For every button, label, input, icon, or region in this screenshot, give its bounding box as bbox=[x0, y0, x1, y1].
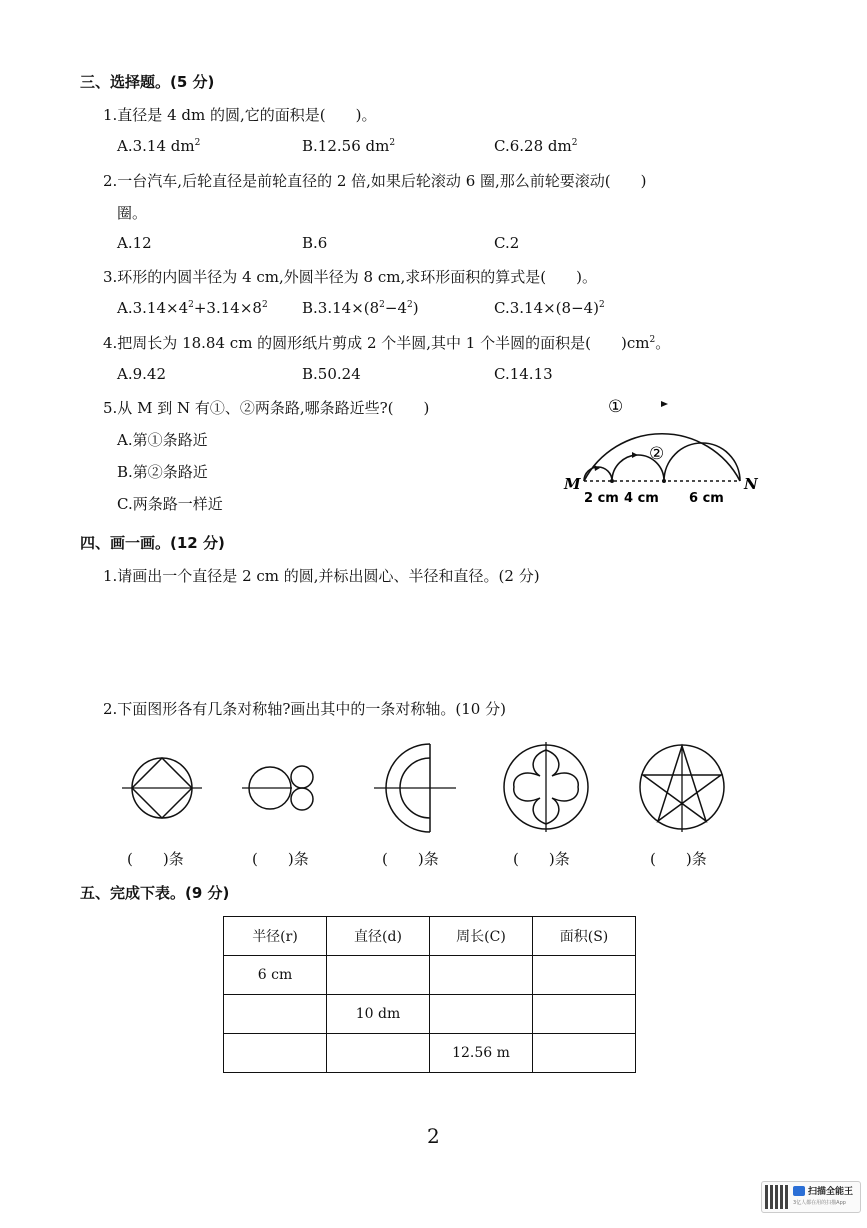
arrow-3-icon bbox=[632, 452, 638, 458]
q3-option-a: $A.3.14\times 4^2+3.14\times 8^2$ bbox=[117, 299, 268, 317]
q5-stem: 5.从 M 到 N 有①、②两条路,哪条路近些?( ) bbox=[103, 399, 430, 417]
table-row bbox=[224, 956, 636, 995]
q3-stem: 3.环形的内圆半径为 4 cm,外圆半径为 8 cm,求环形面积的算式是( )。 bbox=[103, 268, 597, 286]
answer-blank-4[interactable]: ( )条 bbox=[513, 850, 570, 868]
section3-title: 三、选择题。(5 分) bbox=[80, 73, 215, 91]
table-cell[interactable] bbox=[327, 1034, 430, 1073]
q2-option-c: C.2 bbox=[494, 234, 520, 252]
header-area: 面积(S) bbox=[533, 917, 636, 956]
q1-option-b: B.12.56 $dm^2$ bbox=[302, 137, 396, 155]
cs-logo-icon bbox=[793, 1186, 805, 1196]
q4-option-c: C.14.13 bbox=[494, 365, 553, 383]
header-circumference: 周长(C) bbox=[430, 917, 533, 956]
q4-option-a: A.9.42 bbox=[117, 365, 166, 383]
q2-option-b: B.6 bbox=[302, 234, 328, 252]
route-2-arc-3 bbox=[664, 443, 740, 481]
table-cell[interactable] bbox=[533, 956, 636, 995]
q5-option-c: C.两条路一样近 bbox=[117, 495, 223, 513]
label-route-2: ② bbox=[649, 444, 665, 464]
table-cell[interactable] bbox=[533, 1034, 636, 1073]
table-cell[interactable] bbox=[430, 956, 533, 995]
answer-blank-5[interactable]: ( )条 bbox=[650, 850, 707, 868]
q2-option-a: A.12 bbox=[117, 234, 152, 252]
shape-half-ring bbox=[370, 740, 460, 836]
shape-three-circles bbox=[240, 752, 330, 824]
label-m: M bbox=[564, 475, 581, 493]
scanner-watermark bbox=[761, 1181, 861, 1213]
point-2 bbox=[662, 479, 666, 483]
page-number: 2 bbox=[427, 1124, 440, 1148]
q1-stem: 1.直径是 4 dm 的圆,它的面积是( )。 bbox=[103, 106, 377, 124]
header-radius: 半径(r) bbox=[224, 917, 327, 956]
label-2cm: 2 cm bbox=[584, 491, 619, 506]
table-cell[interactable] bbox=[327, 956, 430, 995]
q2-stem-cont: 圈。 bbox=[117, 204, 148, 222]
q5-option-b: B.第②条路近 bbox=[117, 463, 208, 481]
shape-circle-flower bbox=[500, 740, 592, 834]
q3-option-b: $B.3.14\times(8^2-4^2)$ bbox=[302, 299, 419, 317]
q1-option-a: A.3.14 $dm^2$ bbox=[117, 137, 201, 155]
draw-q2: 2.下面图形各有几条对称轴?画出其中的一条对称轴。(10 分) bbox=[103, 700, 506, 718]
q4-stem: 4.把周长为 18.84 cm 的圆形纸片剪成 2 个半圆,其中 1 个半圆的面积是( )$cm^2$。 bbox=[103, 334, 671, 352]
label-route-1: ① bbox=[608, 397, 624, 417]
table-cell: 12.56 m bbox=[430, 1034, 533, 1073]
table-cell: 10 dm bbox=[327, 995, 430, 1034]
table-row bbox=[224, 995, 636, 1034]
brand-tagline: 3亿人都在用的扫描App bbox=[793, 1200, 846, 1206]
shape-circle-star bbox=[636, 740, 728, 834]
table-cell[interactable] bbox=[430, 995, 533, 1034]
path-m-to-n-figure bbox=[560, 390, 770, 510]
arrow-2-icon bbox=[594, 465, 600, 471]
qr-code-icon bbox=[765, 1185, 789, 1209]
label-n: N bbox=[744, 475, 758, 493]
answer-blank-1[interactable]: ( )条 bbox=[127, 850, 184, 868]
arrow-1-icon bbox=[661, 401, 668, 407]
label-6cm: 6 cm bbox=[689, 491, 724, 506]
draw-q1: 1.请画出一个直径是 2 cm 的圆,并标出圆心、半径和直径。(2 分) bbox=[103, 567, 540, 585]
q1-option-c: C.6.28 $dm^2$ bbox=[494, 137, 578, 155]
point-1 bbox=[610, 479, 614, 483]
table-cell[interactable] bbox=[533, 995, 636, 1034]
header-diameter: 直径(d) bbox=[327, 917, 430, 956]
circle-table bbox=[223, 916, 636, 1073]
answer-blank-3[interactable]: ( )条 bbox=[382, 850, 439, 868]
shape-circle-square bbox=[120, 750, 204, 826]
q3-option-c: $C.3.14\times(8-4)^2$ bbox=[494, 299, 605, 317]
brand-name: 扫描全能王 bbox=[808, 1187, 854, 1197]
answer-blank-2[interactable]: ( )条 bbox=[252, 850, 309, 868]
section5-title: 五、完成下表。(9 分) bbox=[80, 884, 230, 902]
q4-option-b: B.50.24 bbox=[302, 365, 361, 383]
table-header-row bbox=[224, 917, 636, 956]
q5-option-a: A.第①条路近 bbox=[117, 431, 208, 449]
table-cell: 6 cm bbox=[224, 956, 327, 995]
label-4cm: 4 cm bbox=[624, 491, 659, 506]
section4-title: 四、画一画。(12 分) bbox=[80, 534, 225, 552]
q2-stem: 2.一台汽车,后轮直径是前轮直径的 2 倍,如果后轮滚动 6 圈,那么前轮要滚动( ) bbox=[103, 172, 647, 190]
table-cell[interactable] bbox=[224, 995, 327, 1034]
table-row bbox=[224, 1034, 636, 1073]
table-cell[interactable] bbox=[224, 1034, 327, 1073]
